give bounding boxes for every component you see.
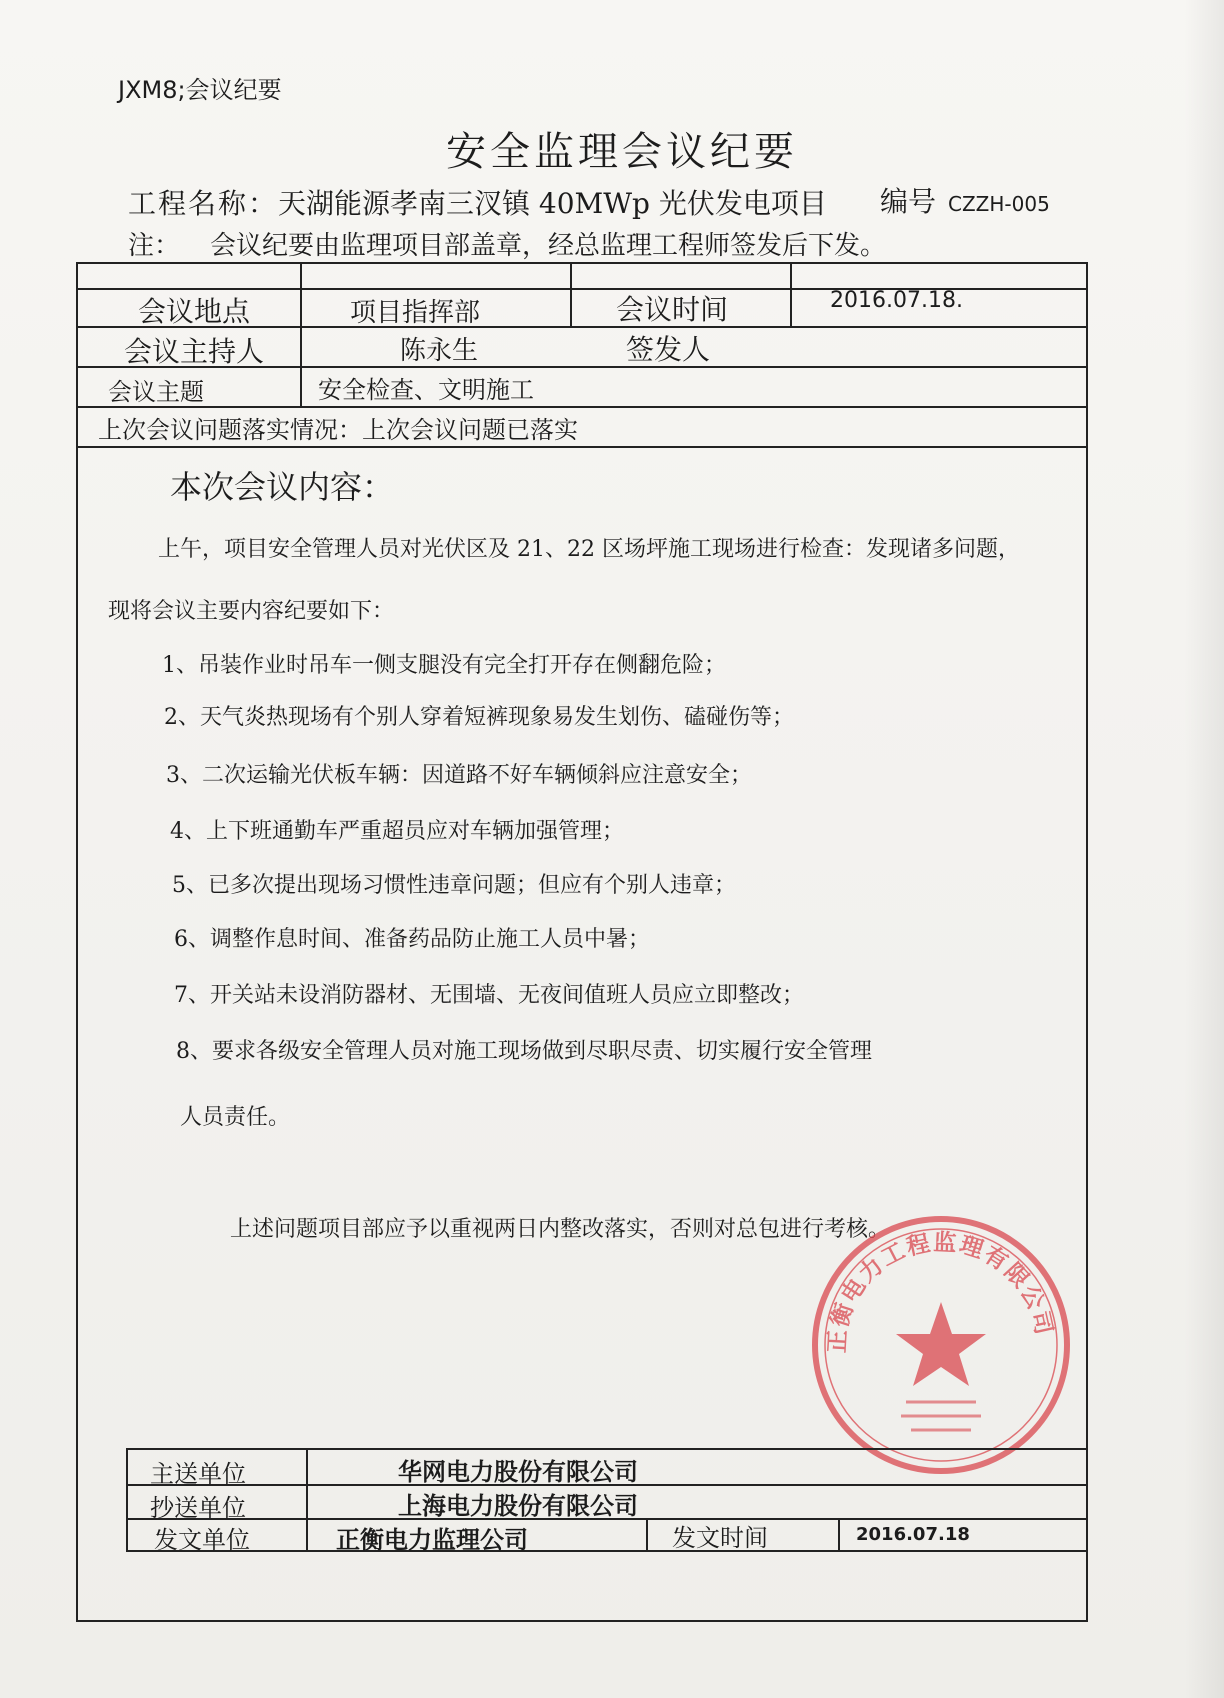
- issuing-unit-label: 发文单位: [154, 1526, 250, 1554]
- table-rule: [76, 406, 1088, 408]
- table-rule: [300, 366, 302, 406]
- meeting-time-label: 会议时间: [616, 293, 729, 326]
- table-rule: [76, 446, 1088, 448]
- issue-time-label: 发文时间: [672, 1524, 768, 1552]
- last-meeting-value: 上次会议问题已落实: [362, 416, 578, 444]
- topic-value: 安全检查、文明施工: [318, 376, 534, 404]
- main-recipient-value: 华网电力股份有限公司: [398, 1457, 638, 1486]
- table-rule: [306, 1448, 308, 1552]
- topic-label: 会议主题: [108, 378, 204, 406]
- meeting-place-label: 会议地点: [138, 295, 251, 328]
- note-text: 会议纪要由监理项目部盖章，经总监理工程师签发后下发。: [210, 231, 887, 261]
- document-number: [880, 180, 1050, 220]
- list-item: 2、天气炎热现场有个别人穿着短裤现象易发生划伤、磕碰伤等；: [164, 705, 794, 730]
- project-label: 工程名称：: [128, 187, 279, 220]
- host-label: 会议主持人: [124, 335, 265, 368]
- table-rule: [126, 1550, 1088, 1552]
- company-seal-stamp: [806, 1210, 1076, 1480]
- last-meeting-label: 上次会议问题落实情况：: [98, 416, 362, 444]
- meeting-time-value: 2016.07.18.: [830, 288, 963, 313]
- intro-paragraph-line-2: 现将会议主要内容纪要如下：: [108, 599, 395, 624]
- list-item: 5、已多次提出现场习惯性违章问题；但应有个别人违章；: [172, 873, 736, 898]
- number-value: CZZH-005: [948, 192, 1050, 216]
- svg-text:正衡电力工程监理有限公司: 正衡电力工程监理有限公司: [824, 1229, 1057, 1354]
- host-value: 陈永生: [400, 336, 479, 366]
- issuer-label: 签发人: [626, 333, 711, 366]
- list-item: 6、调整作息时间、准备药品防止施工人员中暑；: [174, 927, 650, 952]
- note-label: 注：: [128, 231, 181, 261]
- list-item: 4、上下班通勤车严重超员应对车辆加强管理；: [170, 819, 624, 844]
- page-edge-shadow: [1184, 0, 1224, 1698]
- list-item: 7、开关站未设消防器材、无围墙、无夜间值班人员应立即整改；: [174, 983, 804, 1008]
- table-rule: [126, 1448, 1088, 1450]
- project-name: 天湖能源孝南三汊镇 40MWp 光伏发电项目: [278, 187, 827, 220]
- number-label: 编号: [880, 185, 937, 218]
- meeting-place-value: 项目指挥部: [350, 298, 481, 328]
- list-item: 1、吊装作业时吊车一侧支腿没有完全打开存在侧翻危险；: [162, 653, 726, 678]
- table-rule: [790, 262, 792, 326]
- issue-note: [128, 225, 886, 262]
- conclusion-text: 上述问题项目部应予以重视两日内整改落实，否则对总包进行考核。: [230, 1217, 891, 1242]
- issue-time-value: 2016.07.18: [856, 1524, 970, 1545]
- list-item: 3、二次运输光伏板车辆：因道路不好车辆倾斜应注意安全；: [166, 763, 752, 788]
- last-meeting-status: [98, 410, 578, 445]
- document-code: JXM8;会议纪要: [118, 76, 282, 104]
- issuing-unit-value: 正衡电力监理公司: [336, 1525, 528, 1554]
- cc-recipient-label: 抄送单位: [150, 1494, 246, 1522]
- table-rule: [838, 1518, 840, 1552]
- document-title: [0, 120, 1224, 177]
- table-rule: [300, 262, 302, 366]
- table-rule: [126, 1448, 128, 1552]
- list-item-continuation: 人员责任。: [180, 1105, 291, 1130]
- document-title-text: 安全监理会议纪要: [446, 129, 798, 175]
- main-recipient-label: 主送单位: [150, 1460, 246, 1488]
- project-line: [128, 182, 827, 222]
- intro-paragraph-line-1: 上午，项目安全管理人员对光伏区及 21、22 区场坪施工现场进行检查：发现诸多问题，: [158, 537, 1020, 562]
- cc-recipient-value: 上海电力股份有限公司: [398, 1491, 638, 1520]
- list-item: 8、要求各级安全管理人员对施工现场做到尽职尽责、切实履行安全管理: [176, 1039, 872, 1064]
- content-heading: 本次会议内容：: [170, 468, 395, 506]
- table-rule: [570, 262, 572, 326]
- table-rule: [646, 1518, 648, 1552]
